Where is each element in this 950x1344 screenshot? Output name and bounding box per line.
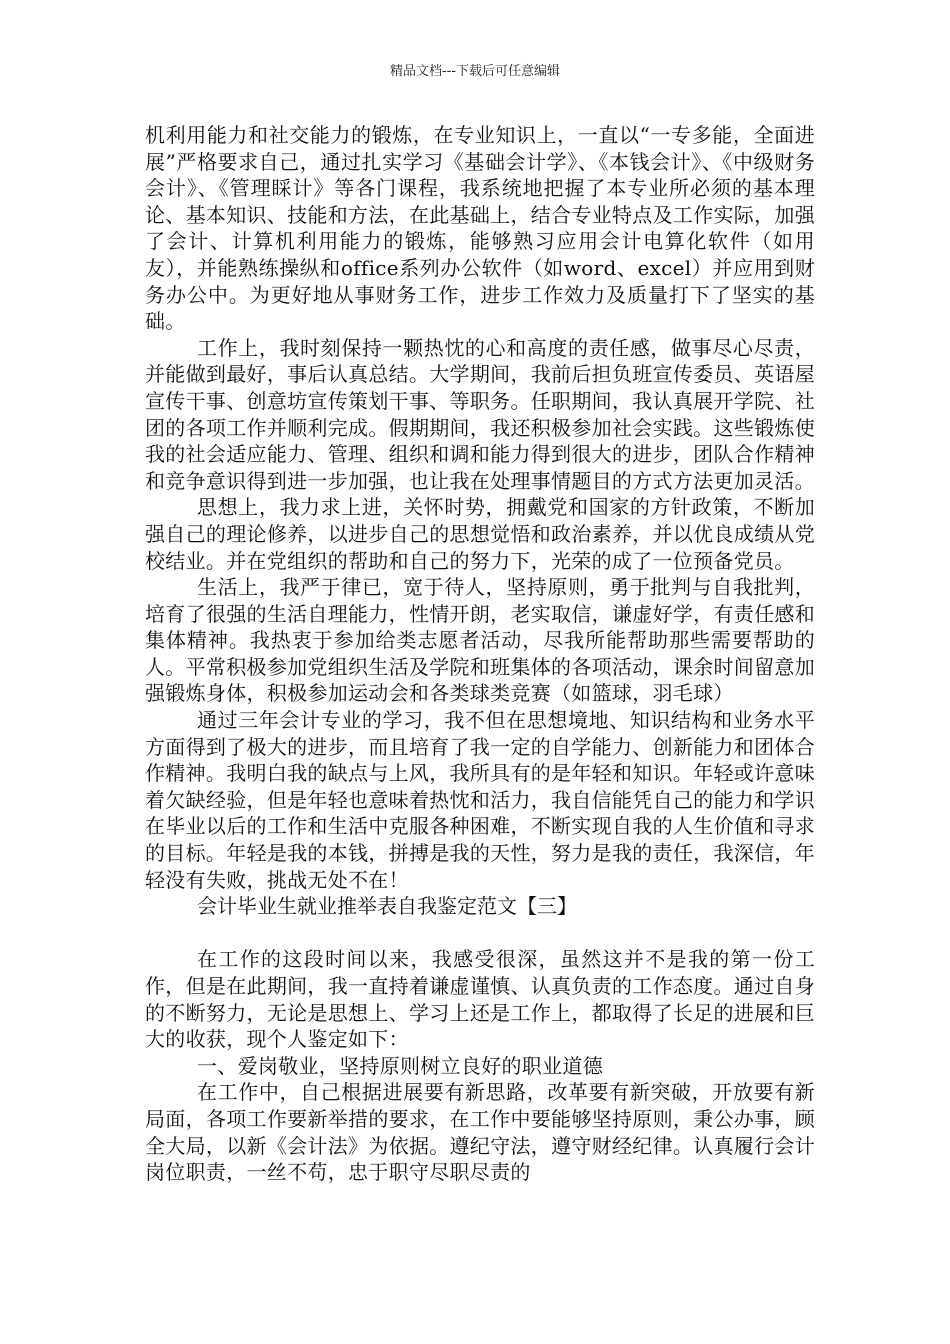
- paragraph-work: 工作上，我时刻保持一颗热忱的心和高度的责任感，做事尽心尽责，并能做到最好，事后认真总结。大学期间，我前后担负班宣传委员、英语屋宣传干事、创意坊宣传策划干事、等职务。任职期间，我认真展开学院、社团的各项工作并顺利完成。假期期间，我还积极参加社会实践。这些锻炼使我的社会适应能力、管理、组织和调和能力得到很大的进步，团队合作精神和竞争意识得到进一步加强，也让我在处理事情题目的方式方法更加灵活。: [145, 335, 815, 493]
- paragraph-continued: 机利用能力和社交能力的锻炼，在专业知识上，一直以“一专多能，全面进展”严格要求自己，通过扎实学习《基础会计学》、《本钱会计》、《中级财务会计》、《管理睬计》等各门课程，我系统地把握了本专业所必须的基本理论、基本知识、技能和方法，在此基础上，结合专业特点及工作实际，加强了会计、计算机利用能力的锻炼，能够熟习应用会计电算化软件（如用友），并能熟练操纵和office系列办公软件（如word、excel）并应用到财务办公中。为更好地从事财务工作，进步工作效力及质量打下了坚实的基础。: [145, 123, 815, 334]
- paragraph-thought: 思想上，我力求上进，关怀时势，拥戴党和国家的方针政策，不断加强自己的理论修养，以进步自己的思想觉悟和政治素养，并以优良成绩从党校结业。并在党组织的帮助和自己的努力下，光荣的成了一位预备党员。: [145, 495, 815, 573]
- paragraph-summary: 通过三年会计专业的学习，我不但在思想境地、知识结构和业务水平方面得到了极大的进步，而且培育了我一定的自学能力、创新能力和团体合作精神。我明白我的缺点与上风，我所具有的是年轻和知识。年轻或许意味着欠缺经验，但是年轻也意味着热忱和活力，我自信能凭自己的能力和学识在毕业以后的工作和生活中克服各种困难，不断实现自我的人生价值和寻求的目标。年轻是我的本钱，拼搏是我的天性，努力是我的责任，我深信，年轻没有失败，挑战无处不在！: [145, 708, 815, 892]
- section-title: 会计毕业生就业推举表自我鉴定范文【三】: [197, 894, 577, 919]
- paragraph-principles: 在工作中，自己根据进展要有新思路，改革要有新突破，开放要有新局面，各项工作要新举措的要求，在工作中要能够坚持原则，秉公办事，顾全大局，以新《会计法》为依据。遵纪守法，遵守财经纪律。认真履行会计岗位职责，一丝不苟，忠于职守尽职尽责的: [145, 1080, 815, 1185]
- paragraph-life: 生活上，我严于律已，宽于待人，坚持原则，勇于批判与自我批判，培育了很强的生活自理能力，性情开朗，老实取信，谦虚好学，有责任感和集体精神。我热衷于参加给类志愿者活动，尽我所能帮助那些需要帮助的人。平常积极参加党组织生活及学院和班集体的各项活动，课余时间留意加强锻炼身体，积极参加运动会和各类球类竞赛（如篮球，羽毛球）: [145, 575, 815, 706]
- paragraph-intro: 在工作的这段时间以来，我感受很深，虽然这并不是我的第一份工作，但是在此期间，我一直持着谦虚谨慎、认真负责的工作态度。通过自身的不断努力，无论是思想上、学习上还是工作上，都取得了长足的进展和巨大的收获，现个人鉴定如下：: [145, 947, 815, 1052]
- blank-line: [145, 920, 815, 947]
- subheading-dedication: 一、爱岗敬业，坚持原则树立良好的职业道德: [197, 1053, 603, 1078]
- document-body: [145, 122, 815, 1186]
- page-header: 精品文档---下载后可任意编辑: [389, 64, 561, 79]
